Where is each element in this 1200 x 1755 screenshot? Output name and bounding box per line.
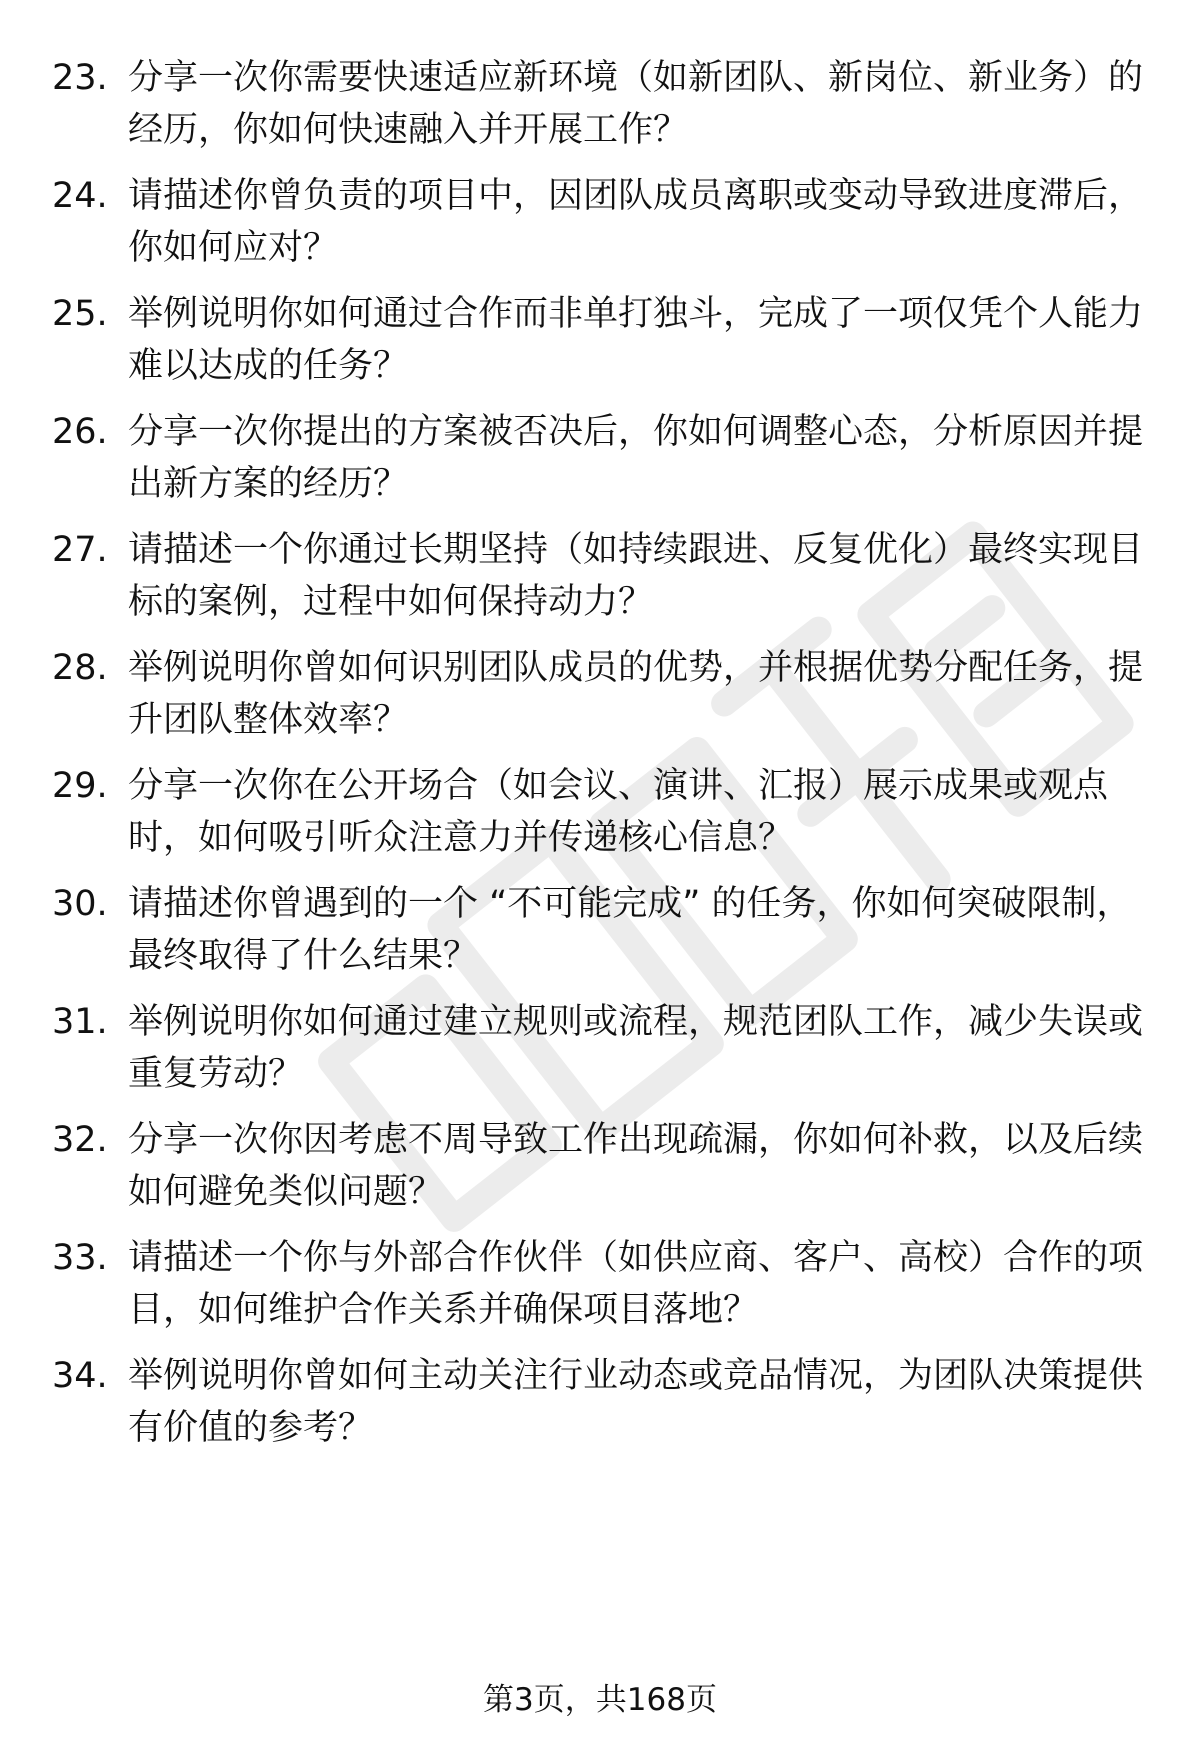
- question-text: 举例说明你曾如何识别团队成员的优势，并根据优势分配任务，提升团队整体效率？: [128, 648, 1144, 740]
- question-number: 24.: [52, 176, 108, 216]
- question-item: [52, 878, 1152, 982]
- question-text: 请描述你曾负责的项目中，因团队成员离职或变动导致进度滞后，你如何应对？: [128, 176, 1144, 268]
- question-number: 34.: [52, 1356, 108, 1396]
- question-item: [52, 1232, 1152, 1336]
- question-text: 分享一次你需要快速适应新环境（如新团队、新岗位、新业务）的经历，你如何快速融入并开展工作？: [128, 58, 1144, 150]
- question-number: 33.: [52, 1238, 108, 1278]
- question-text: 举例说明你如何通过建立规则或流程，规范团队工作，减少失误或重复劳动？: [128, 1002, 1144, 1094]
- question-number: 23.: [52, 58, 108, 98]
- question-number: 30.: [52, 884, 108, 924]
- question-text: 请描述你曾遇到的一个 “不可能完成” 的任务，你如何突破限制，最终取得了什么结果？: [128, 884, 1132, 976]
- question-item: [52, 642, 1152, 746]
- question-text: 举例说明你曾如何主动关注行业动态或竞品情况，为团队决策提供有价值的参考？: [128, 1356, 1144, 1448]
- question-number: 27.: [52, 530, 108, 570]
- question-item: [52, 524, 1152, 628]
- question-item: [52, 1350, 1152, 1454]
- question-number: 31.: [52, 1002, 108, 1042]
- question-text: 请描述一个你与外部合作伙伴（如供应商、客户、高校）合作的项目，如何维护合作关系并确保项目落地？: [128, 1238, 1144, 1330]
- page-footer: 第3页，共168页: [483, 1682, 717, 1718]
- question-number: 32.: [52, 1120, 108, 1160]
- question-item: [52, 1114, 1152, 1218]
- question-number: 26.: [52, 412, 108, 452]
- question-number: 25.: [52, 294, 108, 334]
- question-item: [52, 288, 1152, 392]
- question-item: [52, 760, 1152, 864]
- question-number: 29.: [52, 766, 108, 806]
- question-text: 举例说明你如何通过合作而非单打独斗，完成了一项仅凭个人能力难以达成的任务？: [128, 294, 1144, 386]
- question-item: [52, 406, 1152, 510]
- question-text: 分享一次你在公开场合（如会议、演讲、汇报）展示成果或观点时，如何吸引听众注意力并传递核心信息？: [128, 766, 1109, 858]
- question-item: [52, 996, 1152, 1100]
- question-item: [52, 52, 1152, 156]
- question-item: [52, 170, 1152, 274]
- question-text: 请描述一个你通过长期坚持（如持续跟进、反复优化）最终实现目标的案例，过程中如何保持动力？: [128, 530, 1144, 622]
- question-number: 28.: [52, 648, 108, 688]
- question-text: 分享一次你提出的方案被否决后，你如何调整心态，分析原因并提出新方案的经历？: [128, 412, 1144, 504]
- question-text: 分享一次你因考虑不周导致工作出现疏漏，你如何补救，以及后续如何避免类似问题？: [128, 1120, 1144, 1212]
